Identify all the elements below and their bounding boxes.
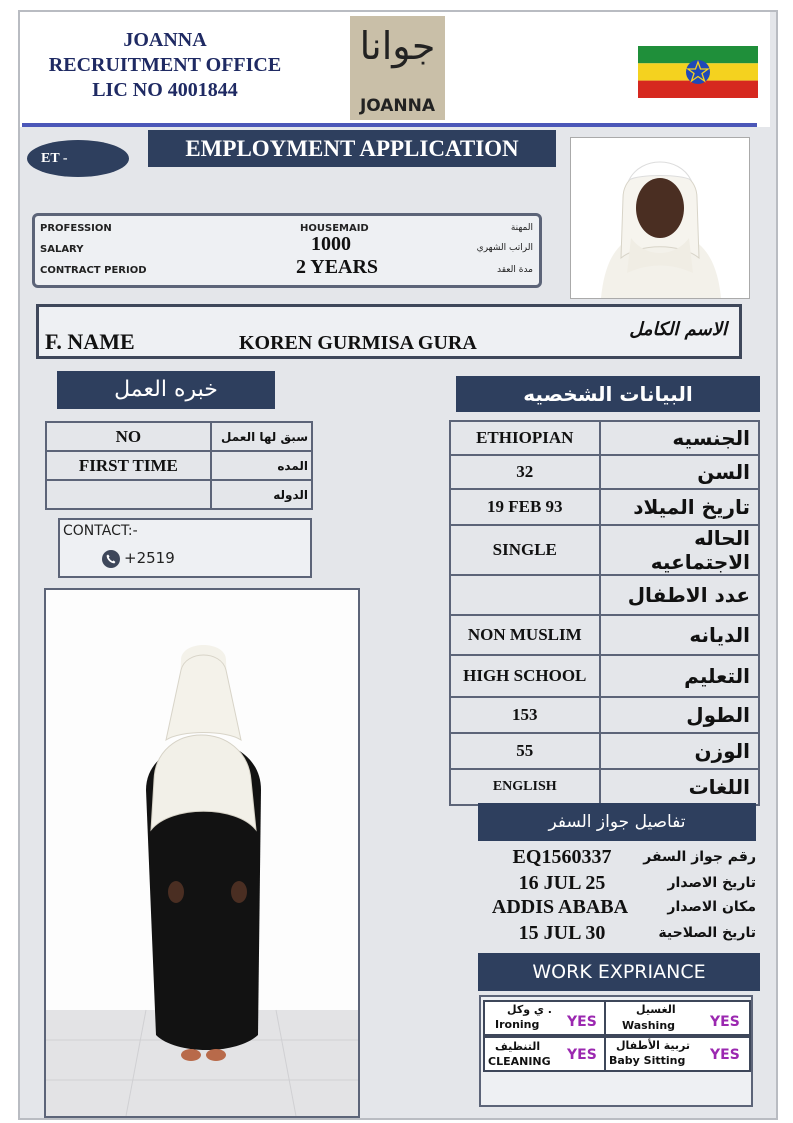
skills-box	[479, 995, 753, 1107]
personal-row	[450, 733, 759, 769]
personal-row	[450, 575, 759, 615]
expiry-date-label: تاريخ الصلاحية	[658, 925, 756, 941]
experience-row	[46, 422, 312, 451]
contact-phone[interactable]: +2519	[124, 549, 175, 567]
portrait-figure	[571, 138, 749, 298]
contract-label: CONTRACT PERIOD	[40, 265, 147, 276]
weight-label: الوزن	[600, 733, 760, 769]
ethiopia-flag-icon	[638, 46, 758, 98]
experience-row	[46, 451, 312, 480]
full-name-box	[36, 304, 742, 359]
skill-washing	[604, 1000, 751, 1036]
contact-label: CONTACT:-	[63, 523, 138, 539]
education-label: التعليم	[600, 655, 760, 697]
personal-row	[450, 455, 759, 489]
skill-english: Ironing	[495, 1018, 540, 1031]
children-label: عدد الاطفال	[600, 575, 760, 615]
languages-value: ENGLISH	[450, 769, 600, 805]
office-name	[30, 28, 300, 103]
joanna-logo	[350, 16, 445, 120]
issue-date-label: تاريخ الاصدار	[667, 875, 756, 891]
salary-arabic: الراتب الشهري	[476, 243, 533, 253]
personal-row	[450, 655, 759, 697]
skill-baby-sitting	[604, 1036, 751, 1072]
education-value: HIGH SCHOOL	[450, 655, 600, 697]
profession-box	[32, 213, 542, 288]
children-value	[450, 575, 600, 615]
passport-row	[478, 872, 760, 898]
experience-value: FIRST TIME	[46, 451, 211, 480]
contract-value: 2 YEARS	[296, 256, 379, 278]
skill-arabic: ي وكل .	[507, 1003, 552, 1016]
office-line-1: JOANNA	[123, 29, 207, 51]
passport-number-label: رقم جواز السفر	[643, 849, 756, 865]
passport-row	[478, 846, 760, 872]
languages-label: اللغات	[600, 769, 760, 805]
experience-label: سبق لها العمل	[211, 422, 312, 451]
full-name-arabic: الاسم الكامل	[629, 319, 727, 340]
header-divider	[22, 123, 757, 127]
expiry-date-value: 15 JUL 30	[518, 922, 606, 944]
personal-row	[450, 615, 759, 655]
marital-status-label: الحاله الاجتماعيه	[600, 525, 760, 575]
personal-row	[450, 769, 759, 805]
skill-english: Baby Sitting	[609, 1054, 686, 1067]
passport-row	[478, 896, 760, 922]
passport-title: تفاصيل جواز السفر	[478, 803, 756, 841]
contract-arabic: مدة العقد	[497, 265, 533, 275]
skill-answer: YES	[710, 1014, 740, 1030]
weight-value: 55	[450, 733, 600, 769]
profession-value: HOUSEMAID	[300, 223, 369, 234]
skill-cleaning	[483, 1036, 608, 1072]
salary-label: SALARY	[40, 244, 84, 255]
salary-value: 1000	[311, 233, 351, 255]
issue-place-label: مكان الاصدار	[667, 899, 756, 915]
skill-answer: YES	[567, 1047, 597, 1063]
skill-english: CLEANING	[488, 1055, 551, 1068]
skill-arabic: الغسيل	[636, 1003, 676, 1016]
personal-row	[450, 489, 759, 525]
skill-answer: YES	[710, 1047, 740, 1063]
passport-number-value: EQ1560337	[512, 846, 612, 868]
skill-english: Washing	[622, 1019, 676, 1032]
full-body-figure	[46, 590, 358, 1116]
work-experience-title: WORK EXPRIANCE	[478, 953, 760, 991]
profession-label: PROFESSION	[40, 223, 112, 234]
skill-arabic: تربية الأطفال	[616, 1039, 691, 1052]
experience-label: المده	[211, 451, 312, 480]
issue-place-value: ADDIS ABABA	[491, 896, 629, 918]
religion-value: NON MUSLIM	[450, 615, 600, 655]
experience-table	[45, 421, 313, 510]
full-name-label: F. NAME	[45, 329, 135, 354]
full-name-value: KOREN GURMISA GURA	[239, 332, 477, 354]
experience-value: NO	[46, 422, 211, 451]
skill-ironing	[483, 1000, 608, 1036]
birth-date-label: تاريخ الميلاد	[600, 489, 760, 525]
experience-row	[46, 480, 312, 509]
experience-value	[46, 480, 211, 509]
full-body-photo	[44, 588, 360, 1118]
office-line-3: LIC NO 4001844	[92, 79, 238, 101]
reference-badge: ET -	[27, 140, 129, 177]
skill-answer: YES	[567, 1014, 597, 1030]
logo-latin: JOANNA	[359, 96, 436, 116]
personal-data-table	[449, 420, 760, 806]
logo-arabic: جوانا	[359, 24, 436, 68]
experience-title: خبره العمل	[57, 371, 275, 409]
age-label: السن	[600, 455, 760, 489]
personal-row	[450, 421, 759, 455]
nationality-label: الجنسيه	[600, 421, 760, 455]
height-value: 153	[450, 697, 600, 733]
nationality-value: ETHIOPIAN	[450, 421, 600, 455]
issue-date-value: 16 JUL 25	[518, 872, 606, 894]
phone-icon	[102, 550, 120, 568]
skill-arabic: التنظيف	[495, 1040, 541, 1053]
marital-status-value: SINGLE	[450, 525, 600, 575]
birth-date-value: 19 FEB 93	[450, 489, 600, 525]
office-line-2: RECRUITMENT OFFICE	[48, 54, 282, 76]
personal-row	[450, 525, 759, 575]
portrait-photo	[570, 137, 750, 299]
personal-data-title: البيانات الشخصيه	[456, 376, 760, 412]
passport-row	[478, 922, 760, 948]
contact-box	[58, 518, 312, 578]
age-value: 32	[450, 455, 600, 489]
profession-arabic: المهنة	[510, 223, 533, 233]
religion-label: الديانه	[600, 615, 760, 655]
height-label: الطول	[600, 697, 760, 733]
personal-row	[450, 697, 759, 733]
application-title: EMPLOYMENT APPLICATION	[148, 130, 556, 167]
experience-label: الدوله	[211, 480, 312, 509]
